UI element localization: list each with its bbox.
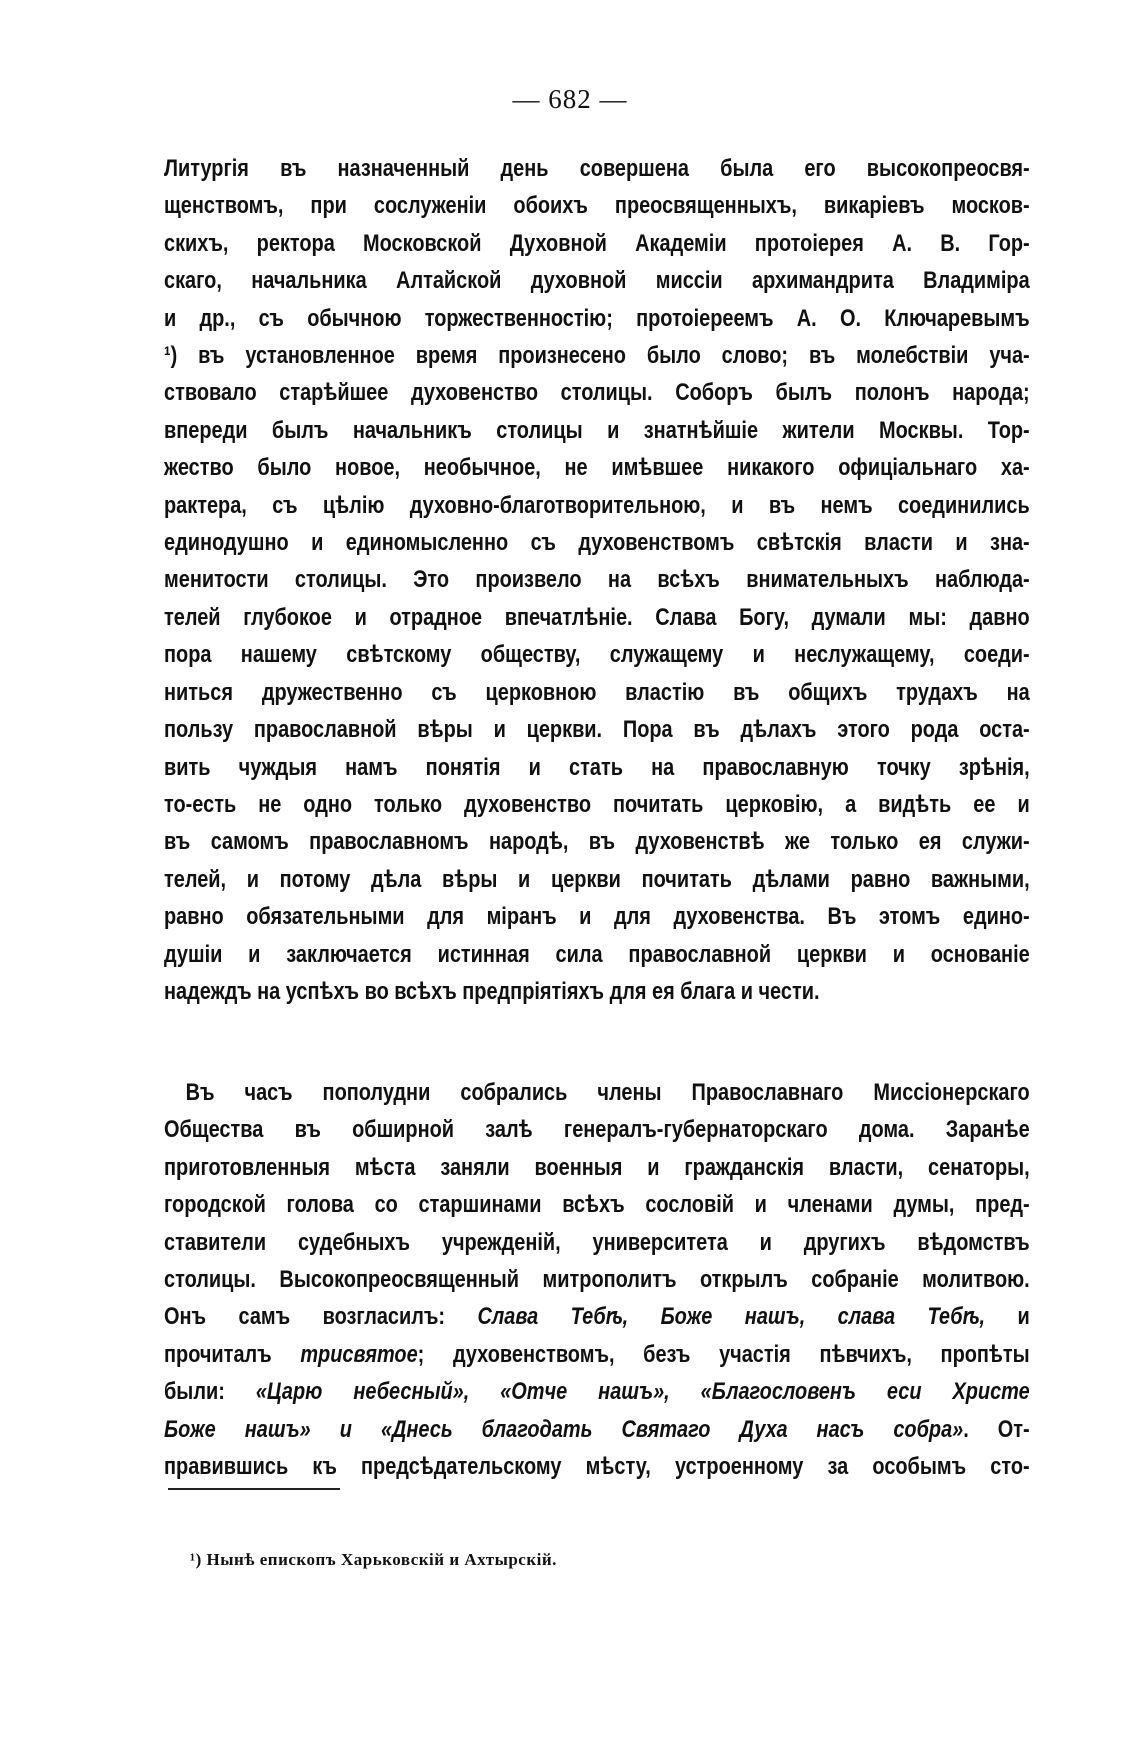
paragraph-1 <box>164 150 1030 1010</box>
text-line: пора нашему свѣтскому обществу, служащему и неслужащему, соеди- <box>164 641 1030 669</box>
text-line: ставители судебныхъ учрежденій, университета и другихъ вѣдомствъ <box>164 1228 1030 1256</box>
text-line: скаго, начальника Алтайской духовной миссіи архимандрита Владиміра <box>164 267 1030 295</box>
text-line: впереди былъ начальникъ столицы и знатнѣйшіе жители Москвы. Тор- <box>164 416 1030 444</box>
text-run: и <box>984 1303 1030 1331</box>
text-run: Онъ самъ возгласилъ: <box>164 1303 478 1331</box>
text-run: прочиталъ <box>164 1340 301 1368</box>
text-line: менитости столицы. Это произвело на всѣхъ внимательныхъ наблюда- <box>164 566 1030 594</box>
text-line-mixed <box>164 1298 1030 1335</box>
text-line: щенствомъ, при сослуженіи обоихъ преосвященныхъ, викаріевъ москов- <box>164 192 1030 220</box>
paragraph-2 <box>164 1074 1030 1485</box>
text-run: ; духовенствомъ, безъ участія пѣвчихъ, пропѣты <box>417 1340 1030 1368</box>
text-line: ствовало старѣйшее духовенство столицы. Соборъ былъ полонъ народа; <box>164 379 1030 407</box>
text-line-mixed <box>164 1411 1030 1448</box>
footnote-divider <box>168 1488 340 1490</box>
text-line: скихъ, ректора Московской Духовной Академіи протоіерея А. В. Гор- <box>164 229 1030 257</box>
text-line: ниться дружественно съ церковною властію въ общихъ трудахъ на <box>164 678 1030 706</box>
text-line-with-footnote-mark: ¹) въ установленное время произнесено было слово; въ молебствіи уча- <box>164 342 1030 370</box>
text-line: пользу православной вѣры и церкви. Пора въ дѣлахъ этого рода оста- <box>164 716 1030 744</box>
text-line: равно обязательными для міранъ и для духовенства. Въ этомъ едино- <box>164 903 1030 931</box>
text-line: Литургія въ назначенный день совершена была его высокопреосвя- <box>164 155 1030 182</box>
text-line: приготовленныя мѣста заняли военныя и гражданскія власти, сенаторы, <box>164 1153 1030 1181</box>
text-line: Въ часъ пополудни собрались члены Православнаго Миссіонерскаго <box>185 1079 1030 1106</box>
text-line: единодушно и единомысленно съ духовенствомъ свѣтскія власти и зна- <box>164 529 1030 557</box>
footnote: ¹) Нынѣ епископъ Харьковскій и Ахтырскій. <box>190 1550 557 1569</box>
text-line: жество было новое, необычное, не имѣвшее никакого офиціальнаго ха- <box>164 454 1030 482</box>
text-line: столицы. Высокопреосвященный митрополитъ открылъ собраніе молитвою. <box>164 1266 1030 1294</box>
text-line: душіи и заключается истинная сила православной церкви и основаніе <box>164 940 1030 968</box>
italic-run: трисвятое <box>300 1340 418 1368</box>
text-line-mixed <box>164 1336 1030 1373</box>
text-line: вить чуждыя намъ понятія и стать на православную точку зрѣнія, <box>164 753 1030 781</box>
italic-run: Слава Тебѣ, Боже нашъ, слава Тебѣ, <box>477 1303 985 1331</box>
text-line: въ самомъ православномъ народѣ, въ духовенствѣ же только ея служи- <box>164 828 1030 856</box>
text-line: то-есть не одно только духовенство почитать церковію, а видѣть ее и <box>164 790 1030 818</box>
text-line: телей, и потому дѣла вѣры и церкви почитать дѣлами равно важными, <box>164 865 1030 893</box>
text-run: были: <box>164 1378 256 1406</box>
text-line: телей глубокое и отрадное впечатлѣніе. Слава Богу, думали мы: давно <box>164 603 1030 631</box>
text-line: городской голова со старшинами всѣхъ сословій и членами думы, пред- <box>164 1191 1030 1219</box>
page-number: — 682 — <box>512 84 628 114</box>
text-line: правившись къ предсѣдательскому мѣсту, устроенному за особымъ сто- <box>164 1453 1030 1481</box>
text-line: надеждъ на успѣхъ во всѣхъ предпріятіяхъ для ея блага и чести. <box>164 977 820 1005</box>
text-run: . От- <box>963 1415 1030 1443</box>
text-line: Общества въ обширной залѣ генералъ-губернаторскаго дома. Заранѣе <box>164 1116 1030 1144</box>
italic-run: «Царю небесный», «Отче нашъ», «Благословенъ еси Христе <box>255 1378 1030 1406</box>
text-line-mixed <box>164 1373 1030 1410</box>
text-line: и др., съ обычною торжественностію; протоіереемъ А. О. Ключаревымъ <box>164 304 1030 332</box>
italic-run: Боже нашъ» и «Днесь благодать Святаго Духа насъ собра» <box>164 1415 964 1443</box>
text-line: рактера, съ цѣлію духовно-благотворительною, и въ немъ соединились <box>164 491 1030 519</box>
